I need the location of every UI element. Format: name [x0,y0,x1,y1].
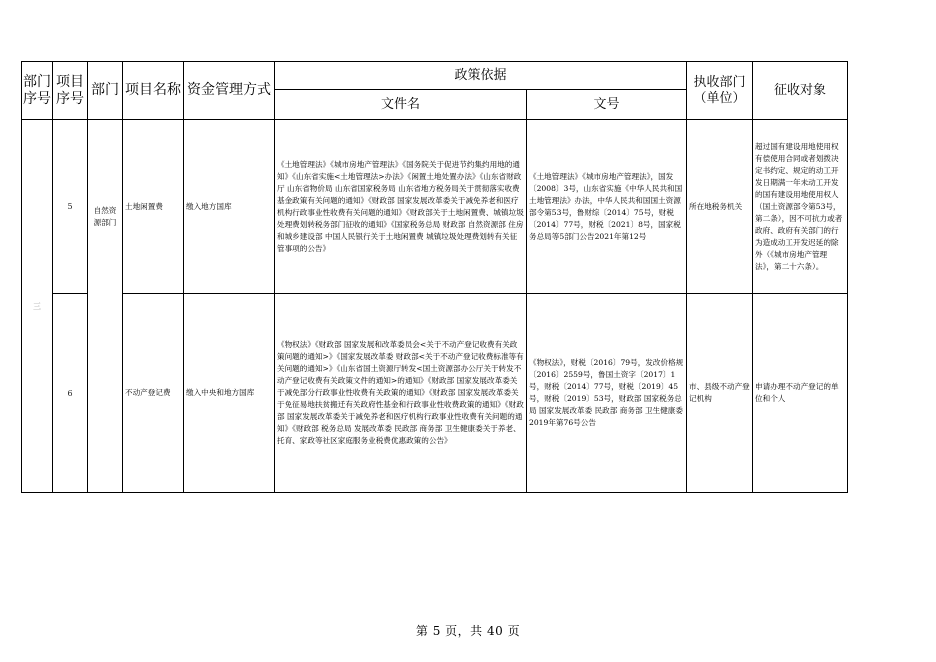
row-dept: 自然资源部门 [88,120,123,493]
row-agency: 所在地税务机关 [687,120,753,294]
row-doc-no: 《土地管理法》《城市房地产管理法》，国发〔2008〕3号，山东省实施《中华人民共和国土地管理法》办法，中华人民共和国国土资源部令第53号，鲁财综〔2014〕75号，财税〔2014〕77号，财税〔2021〕8号，国家税务总局等5部门公告2021年第12号 [527,120,687,294]
table-row [22,120,848,294]
row-doc-name: 《土地管理法》《城市房地产管理法》《国务院关于促进节约集约用地的通知》《山东省实施<土地管理法>办法》《闲置土地处置办法》《山东省财政厅 山东省物价局 山东省国家税务局 山东省地方税务局关于贯彻落实收费基金政策有关问题的通知》《财政部 国家发展改革委关于减免养老和医疗机构行政事业性收费有关问题的通知》《财政部关于土地闲置费、城镇垃圾处理费划转税务部门征收的通知》《国家税务总局 财政部 自然资源部 住房和城乡建设部 中国人民银行关于土地闲置费 城镇垃圾处理费划转有关征管事项的公告》 [275,120,527,294]
header-dept-seq: 部门序号 [22,62,53,120]
header-doc-no: 文号 [527,90,687,120]
header-row-1 [22,62,848,90]
row-doc-name: 《物权法》《财政部 国家发展和改革委员会<关于不动产登记收费有关政策问题的通知>》《国家发展改革委 财政部<关于不动产登记收费标准等有关问题的通知>》《山东省国土资源厅转发<国土资源部办公厅关于转发不动产登记收费有关政策文件的通知>的通知》《财政部 国家发展改革委关于减免部分行政事业性收费有关政策的通知》《财政部 国家发展改革委关于免征易地扶贫搬迁有关政府性基金和行政事业性收费政策的通知》《财政部 国家发展改革委关于减免养老和医疗机构行政事业性收费有关问题的通知》《财政部 税务总局 发展改革委 民政部 商务部 卫生健康委关于养老、托育、家政等社区家庭服务业税费优惠政策的公告》 [275,294,527,493]
row-fund-mgmt: 缴入中央和地方国库 [184,294,275,493]
header-item-seq: 项目序号 [53,62,88,120]
fee-policy-table [21,61,848,493]
policy-table-sheet [21,61,847,493]
row-agency: 市、县级不动产登记机构 [687,294,753,493]
header-policy-basis: 政策依据 [275,62,687,90]
row-item-name: 不动产登记费 [123,294,184,493]
row-doc-no: 《物权法》，财税〔2016〕79号，发改价格规〔2016〕2559号，鲁国土资字〔2017〕1号，财税〔2014〕77号，财税〔2019〕45号，财税〔2019〕53号，财政部 国家税务总局 国家发展改革委 民政部 商务部 卫生健康委2019年第76号公告 [527,294,687,493]
group-number: 三 [22,120,53,493]
row-fund-mgmt: 缴入地方国库 [184,120,275,294]
row-item-name: 土地闲置费 [123,120,184,294]
row-target: 超过国有建设用地使用权有偿使用合同或者划拨决定书约定、规定的动工开发日期满一年未动工开发的国有建设用地使用权人（国土资源部令第53号，第二条），因不可抗力或者政府、政府有关部门的行为造成动工开发迟延的除外（《城市房地产管理法》，第二十六条）。 [753,120,848,294]
header-doc-name: 文件名 [275,90,527,120]
table-row [22,294,848,493]
header-target: 征收对象 [753,62,848,120]
row-target: 申请办理不动产登记的单位和个人 [753,294,848,493]
row-seq: 5 [53,120,88,294]
row-seq: 6 [53,294,88,493]
header-item-name: 项目名称 [123,62,184,120]
header-agency: 执收部门（单位） [687,62,753,120]
header-dept: 部门 [88,62,123,120]
header-fund-mgmt: 资金管理方式 [184,62,275,120]
page-footer: 第 5 页，共 40 页 [415,624,521,638]
